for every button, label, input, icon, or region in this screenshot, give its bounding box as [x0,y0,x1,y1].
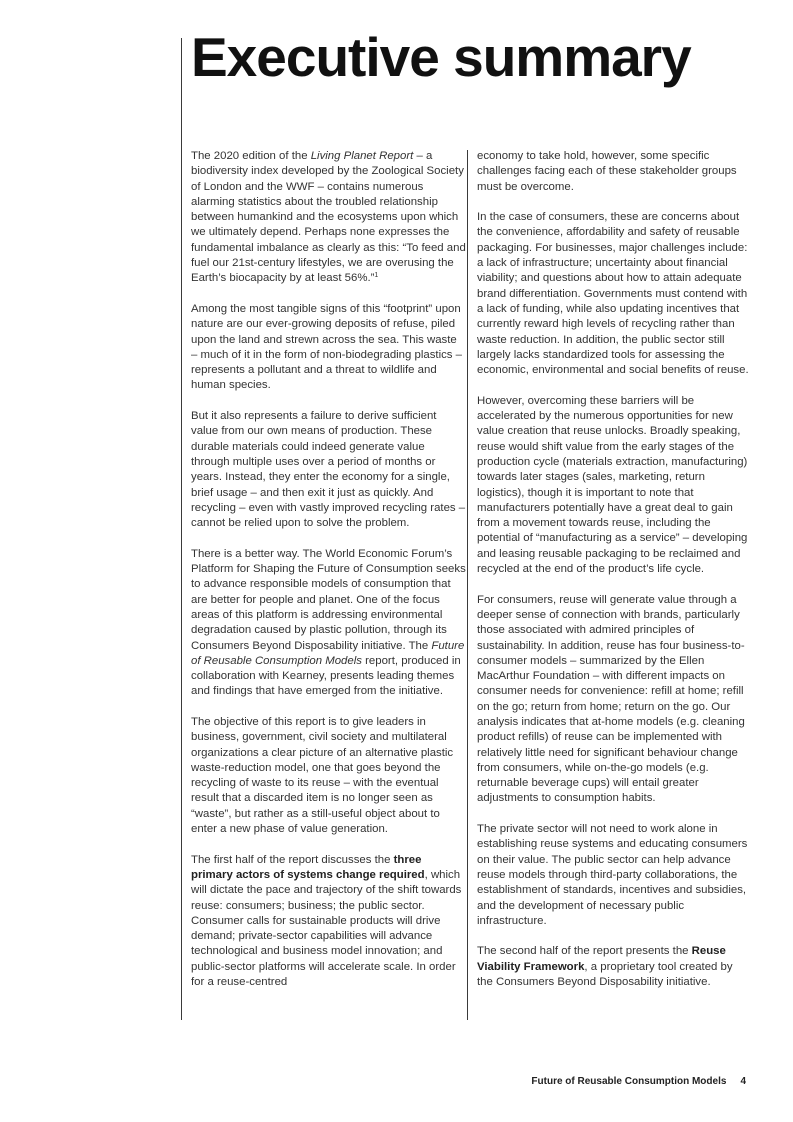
paragraph: The second half of the report presents the Reuse Viability Framework, a proprietary tool created by the Consumers Beyond Disposability initiative. [477,945,733,989]
paragraph: For consumers, reuse will generate value through a deeper sense of connection with brands, particularly those associated with admired principles of sustainability. In addition, reuse has four business-to-consumer models – summarized by the Ellen MacArthur Foundation – with different impacts on consumer needs for convenience: refill at home; refill on the go; return from home; return on the go. Our analysis indicates that at-home models (e.g. cleaning product refills) of reuse can be implemented with relatively little need for significant behaviour change from consumers, while on-the-go models (e.g. returnable beverage cups) will entail greater adjustments to consumption habits. [477,593,745,805]
emphasis-reuse-viability-framework: Reuse Viability Framework [477,945,726,973]
left-vertical-rule [181,38,182,1020]
paragraph: The private sector will not need to work alone in establishing reuse systems and educating consumers on their value. The public sector can help advance reuse models through third-party collaborations, the establishment of standards, incentives and subsidies, and the development of necessary public infrastructure. [477,823,748,927]
right-text-column [477,149,749,990]
paragraph: There is a better way. The World Economic Forum’s Platform for Shaping the Future of Consumption seeks to advance responsible models of consumption that are better for people and planet. One of the focus areas of this platform is addressing environmental degradation caused by plastic pollution, through its Consumers Beyond Disposability initiative. The Future of Reusable Consumption Models report, produced in collaboration with Kearney, presents leading themes and findings that have emerged from the initiative. [191,547,466,698]
paragraph: The first half of the report discusses the three primary actors of systems change required, which will dictate the pace and trajectory of the shift towards reuse: consumers; business; the public sector. Consumer calls for sustainable products will drive demand; private-sector capabilities will advance technological and business model innovation; and public-sector platforms will accelerate scale. In order for a reuse-centred [191,853,462,989]
report-title-future-reusable: Future of Reusable Consumption Models [191,639,465,667]
page-title: Executive summary [191,26,691,88]
paragraph: But it also represents a failure to derive sufficient value from our own means of production. These durable materials could indeed generate value through multiple uses over a period of months or years. Instead, they enter the economy for a single, brief usage – and then exit it just as quickly. And recycling – even with vastly improved recycling rates – cannot be relied upon to solve the problem. [191,410,466,530]
paragraph: The objective of this report is to give leaders in business, government, civil society and multilateral organizations a clear picture of an alternative plastic waste-reduction model, one that goes beyond the recycling of waste to its reuse – with the eventual result that a discarded item is no longer seen as “waste”, but rather as a still-useful object about to enter a new phase of value generation. [191,715,454,836]
column-divider-rule [467,150,468,1020]
page-footer [531,1076,746,1087]
paragraph: The 2020 edition of the Living Planet Report – a biodiversity index developed by the Zoological Society of London and the WWF – contains numerous alarming statistics about the troubled relationship between humankind and the ecosystems upon which we ultimately depend. Perhaps none expresses the fundamental imbalance as clearly as this: “To feed and fuel our 21st-century lifestyles, we are overusing the Earth’s biocapacity by at least 56%.”$^1$ [191,150,466,285]
paragraph: Among the most tangible signs of this “footprint” upon nature are our ever-growing deposits of refuse, piled upon the land and strewn across the sea. This waste – much of it in the form of non-biodegrading plastics – represents a pollutant and a threat to wildlife and human species. [191,302,462,392]
paragraph: However, overcoming these barriers will be accelerated by the numerous opportunities for new value creation that reuse unlocks. Broadly speaking, reuse would shift value from the early stages of the production cycle (materials extraction, manufacturing) towards later stages (sales, marketing, return logistics), though it is important to note that manufacturers potentially have a great deal to gain from a movement towards reuse, including the potential of “manufacturing as a service” – developing and leasing reusable packaging to be reclaimed and recycled at the end of the product’s life cycle. [477,394,748,576]
report-title-living-planet: Living Planet Report [310,150,414,162]
page-number: 4 [740,1076,746,1087]
left-text-column [191,149,466,990]
paragraph: In the case of consumers, these are concerns about the convenience, affordability and safety of reusable packaging. For businesses, major challenges include: a lack of infrastructure; uncertainty about financial viability; and questions about how to attain adequate brand differentiation. Governments must contend with a lack of funding, while also updating incentives that currently reward high levels of recycling rather than waste reduction. In addition, the public sector still largely lacks standardized tools for assessing the economic, environmental and social benefits of reuse. [477,211,749,377]
emphasis-three-actors: three primary actors of systems change required [191,853,425,881]
paragraph: economy to take hold, however, some specific challenges facing each of these stakeholder groups must be overcome. [477,150,737,193]
footnote-marker: 1 [374,272,379,280]
footer-report-name: Future of Reusable Consumption Models [531,1076,727,1087]
